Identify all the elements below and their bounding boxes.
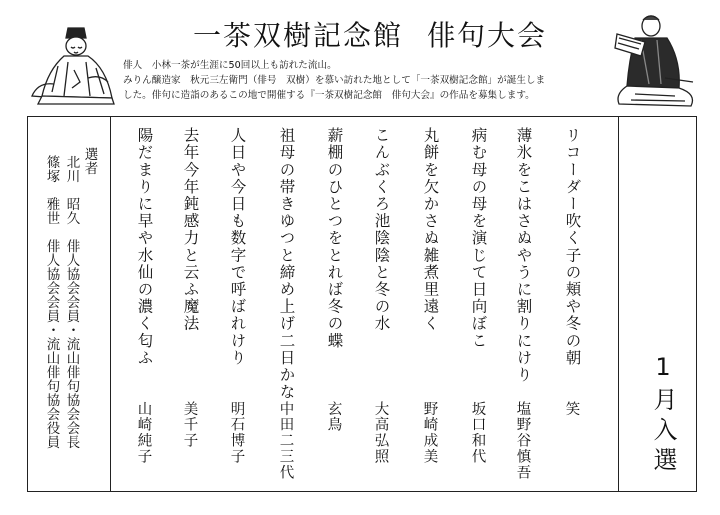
haiku-text: 薪棚のひとつをとれば冬の蝶	[325, 127, 344, 350]
title-museum: 一茶双樹記念館	[192, 19, 403, 52]
haiku-author: 中田二三代	[277, 401, 294, 481]
haiku-author: 坂口和代	[469, 401, 486, 465]
haiku-text: 去年今年鈍感力と云ふ魔法	[181, 127, 200, 333]
frame-divider-right	[618, 117, 619, 491]
haiku-author: 野崎成美	[421, 401, 438, 465]
haiku-text: 病む母の母を演じて日向ぼこ	[469, 127, 488, 350]
intro-line: した。俳句に造詣のあるこの地で開催する『一茶双樹記念館 俳句大会』の作品を募集します。	[123, 90, 535, 101]
intro-text	[123, 58, 593, 103]
title-event: 俳句大会	[427, 19, 548, 52]
month-label: 1月入選	[649, 353, 677, 477]
haiku-text: 祖母の帯きゆつと締め上げ二日かな	[277, 127, 296, 401]
poet-portrait-icon	[28, 22, 118, 110]
haiku-author: 明石博子	[228, 401, 245, 465]
seated-poet-icon	[605, 8, 703, 112]
entries-frame	[27, 116, 697, 492]
haiku-text: リコーダー吹く子の頬や冬の朝	[563, 127, 582, 367]
haiku-text: 陽だまりに早や水仙の濃く匂ふ	[135, 127, 154, 367]
intro-line: 俳人 小林一茶が生涯に50回以上も訪れた流山。	[123, 60, 337, 71]
haiku-author: 塩野谷慎吾	[514, 401, 531, 481]
haiku-author: 玄鳥	[325, 401, 342, 433]
haiku-text: 薄氷をこはさぬやうに割りにけり	[514, 127, 533, 384]
frame-divider-left	[110, 117, 111, 491]
judge-line: 篠塚 雅世 俳人協会会員・流山俳句協会役員	[43, 155, 60, 449]
haiku-author: 山崎純子	[135, 401, 152, 465]
haiku-author: 大高弘照	[372, 401, 389, 465]
page-title	[170, 14, 570, 54]
judges-heading: 選者	[81, 147, 98, 175]
haiku-text: 人日や今日も数字で呼ばれけり	[228, 127, 247, 367]
haiku-text: 丸餅を欠かさぬ雑煮里遠く	[421, 127, 440, 333]
haiku-text: こんぶくろ池陰陰と冬の水	[372, 127, 391, 333]
judge-line: 北川 昭久 俳人協会会員・流山俳句協会会長	[63, 155, 80, 449]
intro-line: みりん醸造家 秋元三左衛門（俳号 双樹）を慕い訪れた地として「一茶双樹記念館」が誕生しま	[123, 75, 546, 86]
haiku-author: 笑	[563, 401, 580, 417]
haiku-author: 美千子	[181, 401, 198, 449]
